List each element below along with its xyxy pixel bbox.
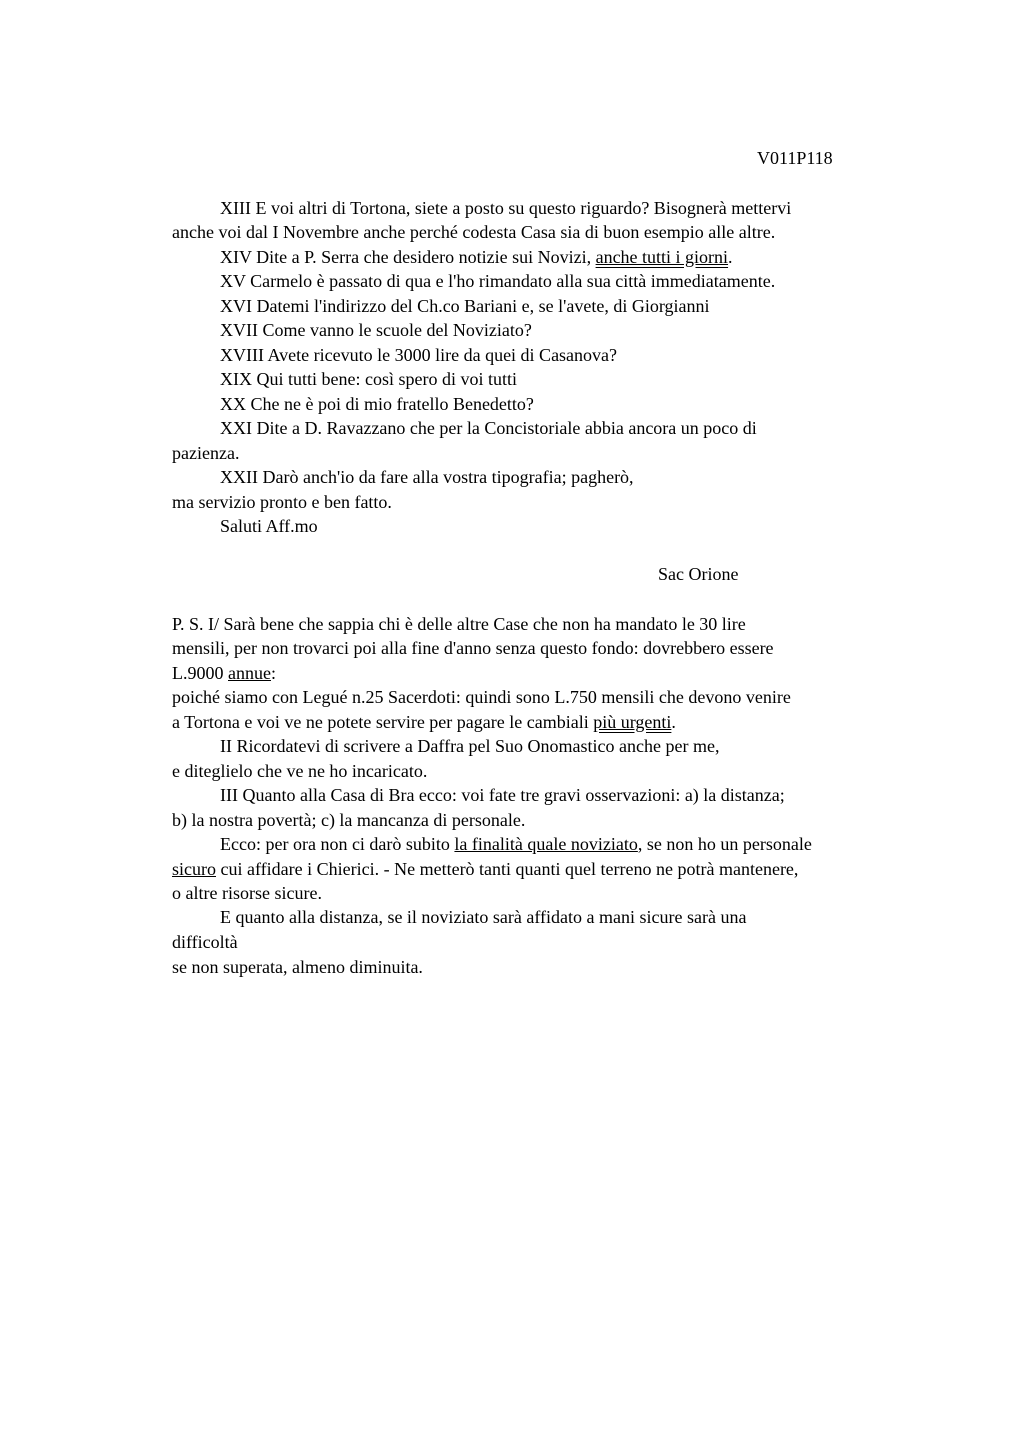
item-14-end: . [728,247,733,267]
ps-1-underlined-annue: annue [228,663,271,683]
ps-4-line-1-end: , se non ho un personale [637,834,812,854]
ps-5-line-3: se non superata, almeno diminuita. [172,957,423,977]
item-17: XVII Come vanno le scuole del Noviziato? [220,320,532,340]
item-15: XV Carmelo è passato di qua e l'ho rimandato alla sua città immediatamente. [220,271,776,291]
item-13-line-1: XIII E voi altri di Tortona, siete a posto su questo riguardo? Bisognerà mettervi [220,198,792,218]
ps-1-line-3-end: : [270,663,276,683]
ps-1-underlined-urgenti: più urgenti [593,712,672,732]
ps-1-line-5 [172,710,676,734]
item-22-line-2: ma servizio pronto e ben fatto. [172,492,392,512]
ps-3-line-1: III Quanto alla Casa di Bra ecco: voi fate tre gravi osservazioni: a) la distanza; [220,785,785,805]
ps-1-line-2: mensili, per non trovarci poi alla fine d'anno senza questo fondo: dovrebbero essere [172,638,774,658]
item-16: XVI Datemi l'indirizzo del Ch.co Bariani e, se l'avete, di Giorgianni [220,296,710,316]
ps-4-line-3: o altre risorse sicure. [172,883,322,903]
item-20: XX Che ne è poi di mio fratello Benedetto? [220,394,534,414]
item-21-line-2: pazienza. [172,443,240,463]
ps-1-line-5-end: . [671,712,676,732]
ps-1-line-3 [172,661,276,685]
ps-4-underlined-sicuro: sicuro [172,859,216,879]
ps-2-line-1: II Ricordatevi di scrivere a Daffra pel Suo Onomastico anche per me, [220,736,720,756]
signature: Sac Orione [658,564,739,584]
item-18: XVIII Avete ricevuto le 3000 lire da quei di Casanova? [220,345,618,365]
ps-4-line-2-text: cui affidare i Chierici. - Ne metterò tanti quanti quel terreno ne potrà mantenere, [216,859,799,879]
ps-1-line-4: poiché siamo con Legué n.25 Sacerdoti: quindi sono L.750 mensili che devono venire [172,687,791,707]
item-21-line-1: XXI Dite a D. Ravazzano che per la Concistoriale abbia ancora un poco di [220,418,757,438]
item-14-underlined: anche tutti i giorni [595,247,729,267]
ps-1-line-5-text: a Tortona e voi ve ne potete servire per pagare le cambiali [172,712,594,732]
document-reference: V011P118 [757,148,833,168]
ps-2-line-2: e diteglielo che ve ne ho incaricato. [172,761,428,781]
item-22-line-1: XXII Darò anch'io da fare alla vostra tipografia; pagherò, [220,467,634,487]
item-14-text: XIV Dite a P. Serra che desidero notizie sui Novizi, [220,247,596,267]
item-13-line-2: anche voi dal I Novembre anche perché codesta Casa sia di buon esempio alle altre. [172,222,776,242]
ps-1-line-3-text: L.9000 [172,663,228,683]
ps-5-line-1: E quanto alla distanza, se il noviziato sarà affidato a mani sicure sarà una [220,907,747,927]
ps-4-underlined-finalita: la finalità quale noviziato [454,834,638,854]
ps-4-line-1-text: Ecco: per ora non ci darò subito [220,834,455,854]
ps-4-line-1 [220,832,812,856]
item-14 [220,245,733,269]
ps-3-line-2: b) la nostra povertà; c) la mancanza di personale. [172,810,526,830]
ps-4-line-2 [172,857,798,881]
item-19: XIX Qui tutti bene: così spero di voi tutti [220,369,517,389]
ps-1-line-1: P. S. I/ Sarà bene che sappia chi è delle altre Case che non ha mandato le 30 lire [172,614,746,634]
ps-5-line-2: difficoltà [172,932,238,952]
closing: Saluti Aff.mo [220,516,318,536]
